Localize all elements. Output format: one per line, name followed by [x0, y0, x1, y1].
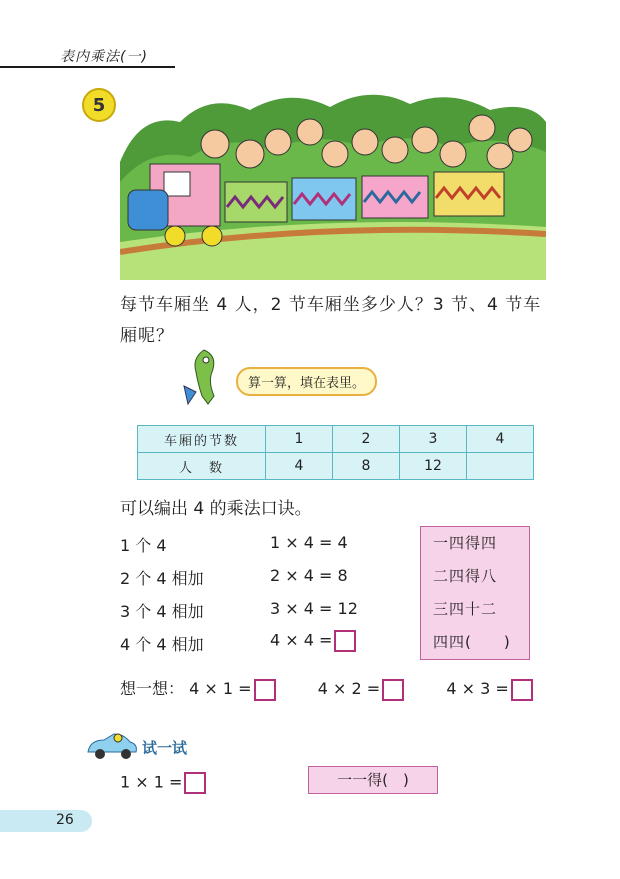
- equation-text: 4 × 4 =: [270, 630, 333, 650]
- word-problem: 每节车厢坐 4 人，2 节车厢坐多少人？3 节、4 节车厢呢？: [120, 295, 542, 346]
- table-cell: 4: [266, 453, 333, 480]
- try-eq-text: 1 × 1 =: [120, 772, 183, 792]
- try-equation: [120, 772, 206, 794]
- table-cell: 4: [467, 426, 534, 453]
- think-eq-1: 4 × 1 =: [189, 679, 252, 698]
- multiplication-rhyme-box: [420, 526, 530, 660]
- think-row: [120, 676, 533, 701]
- page-number-tab: [0, 810, 92, 832]
- chapter-title: 表内乘法(一): [60, 49, 148, 65]
- table-cell: 3: [400, 426, 467, 453]
- list-item-desc: 3 个 4 相加: [120, 602, 204, 621]
- list-item-equation: 3 × 4 = 12: [270, 599, 358, 618]
- table-cell: 8: [333, 453, 400, 480]
- rhyme-line: 一四得四: [433, 534, 498, 552]
- table-cell-blank[interactable]: [467, 453, 534, 480]
- data-table: [137, 425, 534, 480]
- think-eq-2: 4 × 2 =: [317, 679, 381, 698]
- table-cell: 1: [266, 426, 333, 453]
- page-number: 26: [56, 812, 74, 828]
- think-eq-3: 4 × 3 =: [446, 679, 509, 698]
- table-header-cell: 人 数: [138, 453, 266, 480]
- lesson-number-badge: 5: [82, 88, 116, 122]
- table-header-cell: 车厢的节数: [138, 426, 266, 453]
- list-item-desc: 4 个 4 相加: [120, 635, 204, 654]
- answer-box[interactable]: [511, 679, 533, 701]
- answer-box[interactable]: [334, 630, 356, 652]
- try-rhyme-box[interactable]: 一一得( ): [308, 766, 438, 794]
- list-item-desc: 1 个 4: [120, 536, 167, 555]
- train-illustration: [120, 92, 546, 280]
- rhyme-line: 三四十二: [433, 600, 498, 618]
- list-item-equation: 1 × 4 = 4: [270, 533, 348, 552]
- rhyme-line-blank[interactable]: 四四( ): [433, 633, 511, 651]
- list-item-equation: 2 × 4 = 8: [270, 566, 348, 585]
- list-item-equation-with-blank: [270, 630, 356, 652]
- table-row: [138, 453, 534, 480]
- answer-box[interactable]: [254, 679, 276, 701]
- think-label: 想一想：: [120, 679, 185, 698]
- rhyme-intro: 可以编出 4 的乘法口诀。: [120, 499, 312, 519]
- try-label: 试一试: [142, 739, 188, 757]
- mascot-icon: [178, 346, 230, 408]
- list-item-desc: 2 个 4 相加: [120, 569, 204, 588]
- table-row: [138, 426, 534, 453]
- table-cell: 2: [333, 426, 400, 453]
- table-cell: 12: [400, 453, 467, 480]
- hint-bubble: 算一算，填在表里。: [236, 367, 377, 396]
- answer-box[interactable]: [382, 679, 404, 701]
- answer-box[interactable]: [184, 772, 206, 794]
- car-icon: [84, 730, 140, 760]
- rhyme-line: 二四得八: [433, 567, 498, 585]
- header-rule: [0, 66, 175, 68]
